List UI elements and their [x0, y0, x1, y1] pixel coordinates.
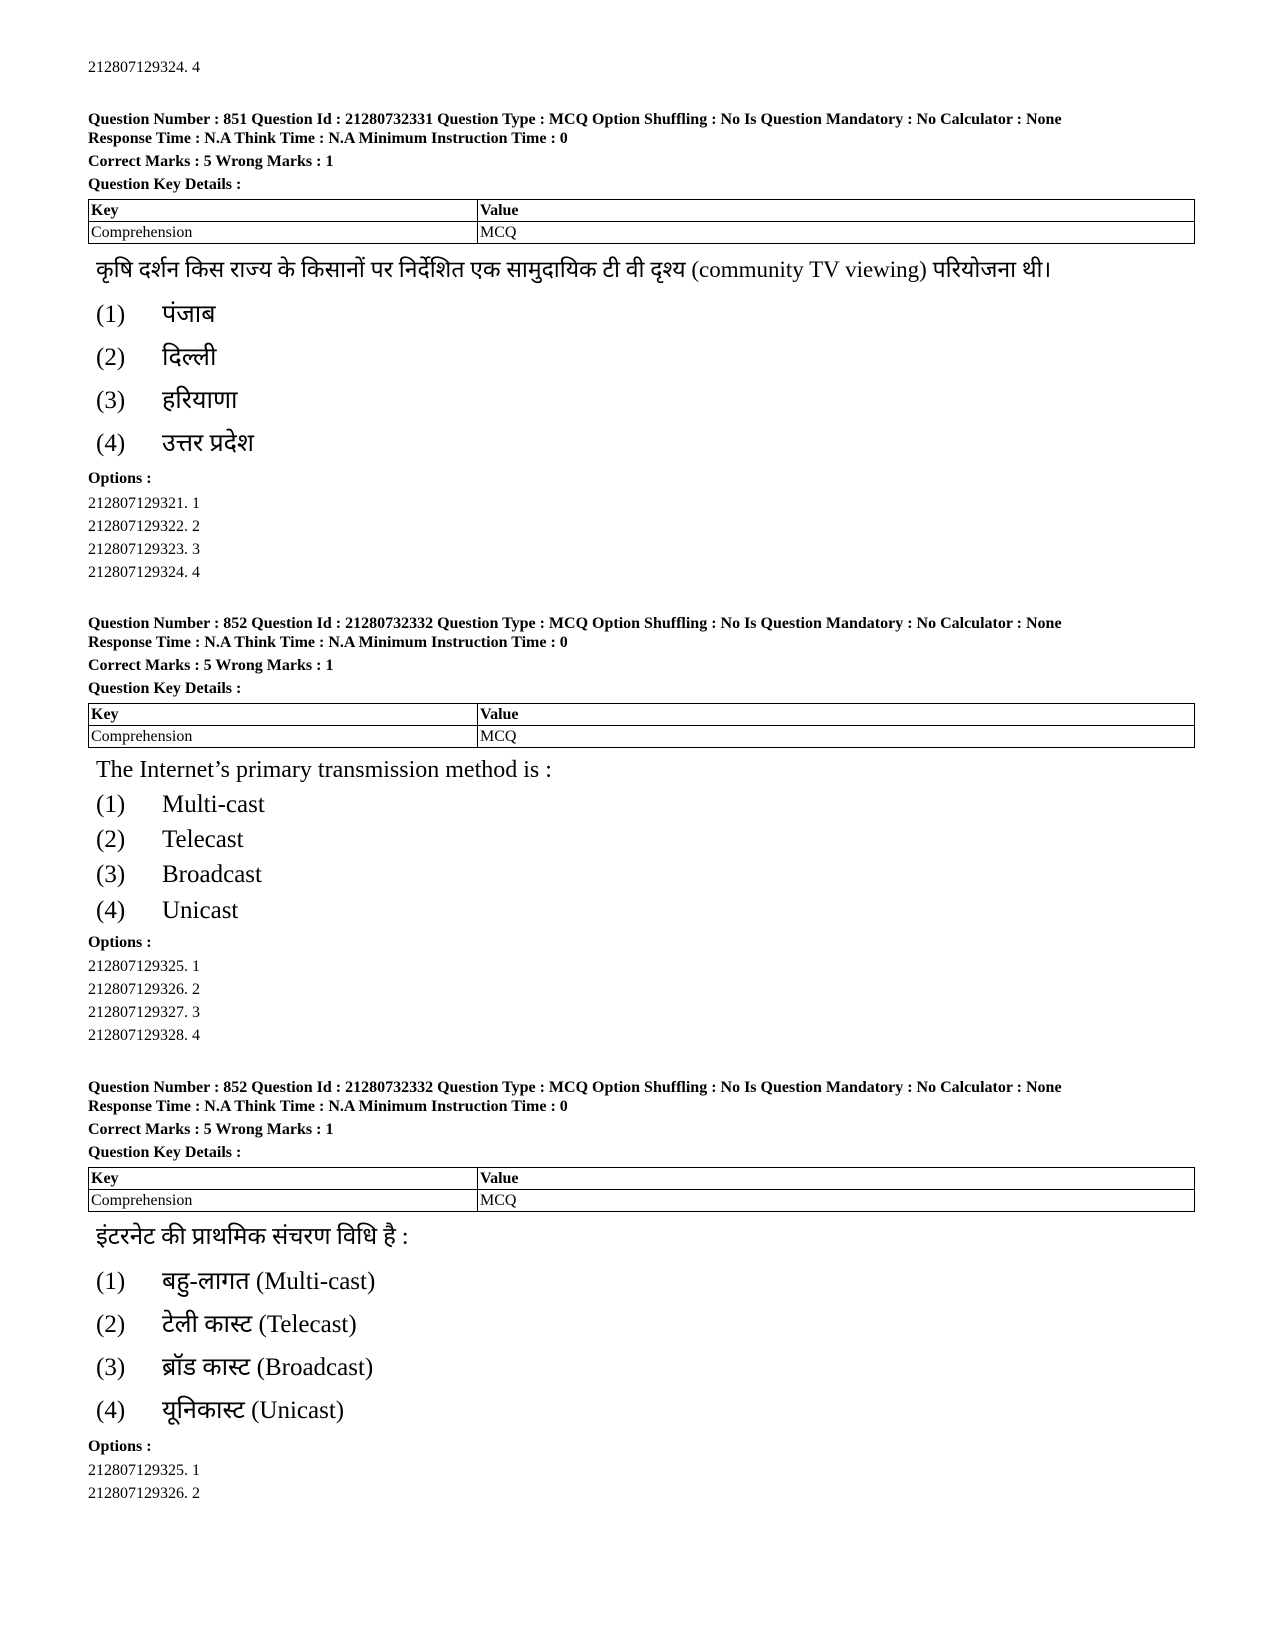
- choice-number: (1): [96, 301, 126, 328]
- question-text: कृषि दर्शन किस राज्य के किसानों पर निर्देशित एक सामुदायिक टी वी दृश्य (community TV viewing) परियोजना थी।: [96, 257, 1052, 282]
- question-marks: Correct Marks : 5 Wrong Marks : 1: [88, 657, 334, 674]
- table-header-row: [89, 1168, 1195, 1190]
- choice-label: यूनिकास्ट (Unicast): [162, 1397, 345, 1424]
- choice-number: (2): [96, 1311, 126, 1338]
- choice-label: टेली कास्ट (Telecast): [162, 1311, 357, 1338]
- choice-item: [96, 429, 254, 459]
- table-header-key: Key: [89, 704, 478, 726]
- option-id: 212807129323. 3: [88, 541, 200, 558]
- choice-label: दिल्ली: [162, 344, 217, 371]
- choice-item: [96, 386, 238, 416]
- choice-label: पंजाब: [162, 301, 216, 328]
- table-header-row: [89, 200, 1195, 222]
- choice-item: [96, 300, 216, 330]
- table-row: [89, 726, 1195, 748]
- question-key-details-label: Question Key Details :: [88, 1144, 242, 1161]
- question-text: The Internet’s primary transmission method is :: [96, 757, 552, 783]
- choice-number: (2): [96, 826, 126, 853]
- choice-item: [96, 1310, 357, 1340]
- choice-item: [96, 1267, 375, 1297]
- question-marks: Correct Marks : 5 Wrong Marks : 1: [88, 1121, 334, 1138]
- choice-item: [96, 790, 265, 820]
- choice-label: Multi-cast: [162, 791, 265, 818]
- choice-item: [96, 896, 238, 926]
- question-text: इंटरनेट की प्राथमिक संचरण विधि है :: [96, 1224, 409, 1250]
- options-label: Options :: [88, 1438, 152, 1455]
- choice-item: [96, 343, 216, 373]
- choice-label: Broadcast: [162, 861, 262, 888]
- choice-number: (3): [96, 861, 126, 888]
- table-row: [89, 1190, 1195, 1212]
- table-row: [89, 222, 1195, 244]
- question-meta-line2: Response Time : N.A Think Time : N.A Minimum Instruction Time : 0: [88, 1098, 568, 1115]
- option-id: 212807129326. 2: [88, 1485, 200, 1502]
- option-id: 212807129327. 3: [88, 1004, 200, 1021]
- choice-label: Telecast: [162, 826, 244, 853]
- choice-label: उत्तर प्रदेश: [162, 430, 254, 457]
- option-id: 212807129325. 1: [88, 1462, 200, 1479]
- table-header-row: [89, 704, 1195, 726]
- question-key-details-label: Question Key Details :: [88, 680, 242, 697]
- option-id: 212807129322. 2: [88, 518, 200, 535]
- choice-item: [96, 1353, 373, 1383]
- choice-number: (3): [96, 1354, 126, 1381]
- choice-number: (3): [96, 387, 126, 414]
- choice-number: (4): [96, 897, 126, 924]
- options-label: Options :: [88, 934, 152, 951]
- option-id: 212807129328. 4: [88, 1027, 200, 1044]
- table-cell-key: Comprehension: [89, 1190, 478, 1212]
- previous-option-id: 212807129324. 4: [88, 59, 200, 76]
- choice-item: [96, 1396, 344, 1426]
- question-key-table: [88, 703, 1195, 748]
- table-header-key: Key: [89, 200, 478, 222]
- table-header-key: Key: [89, 1168, 478, 1190]
- choice-number: (4): [96, 1397, 126, 1424]
- choice-label: बहु-लागत (Multi-cast): [162, 1268, 376, 1295]
- choice-number: (4): [96, 430, 126, 457]
- choice-number: (1): [96, 791, 126, 818]
- choice-item: [96, 860, 262, 890]
- question-key-details-label: Question Key Details :: [88, 176, 242, 193]
- question-key-table: [88, 199, 1195, 244]
- table-header-value: Value: [478, 200, 1195, 222]
- option-id: 212807129321. 1: [88, 495, 200, 512]
- table-cell-value: MCQ: [478, 1190, 1195, 1212]
- options-label: Options :: [88, 470, 152, 487]
- question-marks: Correct Marks : 5 Wrong Marks : 1: [88, 153, 334, 170]
- table-cell-key: Comprehension: [89, 222, 478, 244]
- option-id: 212807129326. 2: [88, 981, 200, 998]
- question-meta-line1: Question Number : 852 Question Id : 21280732332 Question Type : MCQ Option Shuffling : No Is Question Mandatory : No Calculator : None: [88, 1079, 1062, 1096]
- option-id: 212807129325. 1: [88, 958, 200, 975]
- table-cell-key: Comprehension: [89, 726, 478, 748]
- table-cell-value: MCQ: [478, 726, 1195, 748]
- choice-number: (2): [96, 344, 126, 371]
- question-meta-line1: Question Number : 851 Question Id : 21280732331 Question Type : MCQ Option Shuffling : No Is Question Mandatory : No Calculator : None: [88, 111, 1062, 128]
- choice-label: Unicast: [162, 897, 239, 924]
- question-meta-line2: Response Time : N.A Think Time : N.A Minimum Instruction Time : 0: [88, 130, 568, 147]
- table-header-value: Value: [478, 1168, 1195, 1190]
- table-cell-value: MCQ: [478, 222, 1195, 244]
- question-meta-line1: Question Number : 852 Question Id : 21280732332 Question Type : MCQ Option Shuffling : No Is Question Mandatory : No Calculator : None: [88, 615, 1062, 632]
- choice-number: (1): [96, 1268, 126, 1295]
- choice-label: हरियाणा: [162, 387, 238, 414]
- table-header-value: Value: [478, 704, 1195, 726]
- option-id: 212807129324. 4: [88, 564, 200, 581]
- question-key-table: [88, 1167, 1195, 1212]
- choice-item: [96, 825, 244, 855]
- choice-label: ब्रॉड कास्ट (Broadcast): [162, 1354, 374, 1381]
- question-meta-line2: Response Time : N.A Think Time : N.A Minimum Instruction Time : 0: [88, 634, 568, 651]
